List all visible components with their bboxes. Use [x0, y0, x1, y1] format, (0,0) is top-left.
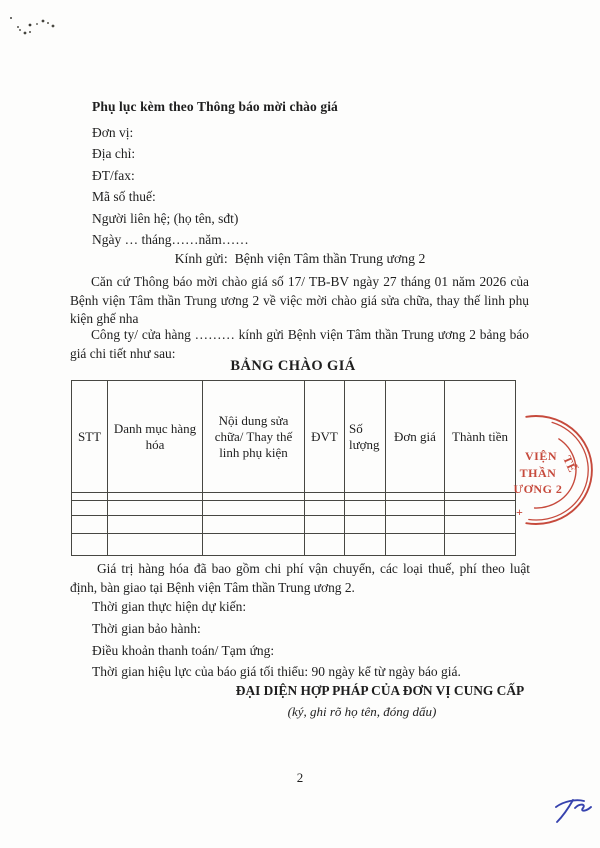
col-don-gia: Đơn giá: [386, 381, 445, 493]
col-so-luong: Số lượng: [345, 381, 386, 493]
stamp-text-line3: ƯƠNG 2: [513, 482, 563, 496]
blue-ink-initial-signature: [548, 793, 596, 829]
recipient-line: Kính gửi: Bệnh viện Tâm thần Trung ương 2: [174, 251, 426, 266]
field-ma-so-thue: Mã số thuế:: [92, 189, 156, 205]
empty-cell: [108, 493, 203, 501]
term-thanh-toan: Điều khoản thanh toán/ Tạm ứng:: [92, 642, 275, 658]
quote-table-title: BẢNG CHÀO GIÁ: [230, 358, 356, 374]
empty-cell: [203, 516, 305, 534]
term-thoi-gian-thuc-hien: Thời gian thực hiện dự kiến:: [92, 599, 247, 614]
empty-cell: [72, 534, 108, 556]
field-dt-fax: ĐT/fax:: [92, 167, 135, 183]
stamp-ring-text: TẾ: [560, 453, 580, 475]
col-noi-dung: Nội dung sửa chữa/ Thay thế linh phụ kiện: [203, 381, 305, 493]
empty-table-row: [72, 534, 516, 556]
empty-table-row: [72, 516, 516, 534]
empty-cell: [203, 501, 305, 516]
empty-cell: [305, 516, 345, 534]
company-paragraph: Công ty/ cửa hàng ……… kính gửi Bệnh viện Tâm thần Trung ương 2 bảng báo giá chi tiết như sau:: [70, 327, 529, 361]
empty-cell: [203, 534, 305, 556]
empty-cell: [108, 516, 203, 534]
appendix-title: Phụ lục kèm theo Thông báo mời chào giá: [92, 99, 338, 114]
empty-cell: [345, 516, 386, 534]
empty-cell: [445, 501, 516, 516]
supplier-info-fields: [92, 122, 249, 250]
empty-cell: [108, 501, 203, 516]
quote-table: [71, 380, 516, 556]
empty-cell: [72, 501, 108, 516]
empty-cell: [72, 516, 108, 534]
col-dvt: ĐVT: [305, 381, 345, 493]
empty-cell: [386, 516, 445, 534]
table-header-row: [72, 381, 516, 493]
empty-cell: [72, 493, 108, 501]
empty-cell: [445, 534, 516, 556]
empty-cell: [386, 501, 445, 516]
field-nguoi-lien-he: Người liên hệ; (họ tên, sđt): [92, 210, 239, 226]
scan-speckles: [10, 17, 12, 19]
empty-cell: [108, 534, 203, 556]
field-ngay-thang-nam: Ngày … tháng……năm……: [92, 232, 249, 248]
empty-cell: [203, 493, 305, 501]
empty-cell: [305, 534, 345, 556]
empty-cell: [345, 534, 386, 556]
signature-block-title: ĐẠI DIỆN HỢP PHÁP CỦA ĐƠN VỊ CUNG CẤP: [235, 683, 525, 698]
term-hieu-luc: Thời gian hiệu lực của báo giá tối thiểu: 90 ngày kể từ ngày báo giá.: [92, 664, 461, 680]
terms-lines: [92, 596, 461, 683]
stamp-text-line1: VIỆN: [524, 449, 558, 463]
col-danh-muc: Danh mục hàng hóa: [108, 381, 203, 493]
empty-table-row: [72, 501, 516, 516]
page-number: 2: [296, 770, 304, 785]
col-thanh-tien: Thành tiền: [445, 381, 516, 493]
field-dia-chi: Địa chỉ:: [92, 146, 136, 162]
field-don-vi: Đơn vị:: [92, 125, 134, 140]
empty-cell: [445, 516, 516, 534]
signature-block-note: (ký, ghi rõ họ tên, đóng dấu): [287, 704, 437, 719]
term-bao-hanh: Thời gian bảo hành:: [92, 620, 201, 636]
stamp-text-line2: THẦN: [519, 466, 557, 480]
empty-cell: [445, 493, 516, 501]
empty-cell: [305, 493, 345, 501]
stamp-plus-mark: +: [516, 505, 524, 519]
signature-stroke: [575, 805, 591, 811]
empty-cell: [386, 493, 445, 501]
empty-table-row: [72, 493, 516, 501]
empty-cell: [305, 501, 345, 516]
value-inclusion-note: Giá trị hàng hóa đã bao gồm chi phí vận chuyển, các loại thuế, phí theo luật định, bàn giao tại Bệnh viện Tâm thần Trung ương 2.: [70, 561, 530, 595]
empty-cell: [386, 534, 445, 556]
basis-paragraph: Căn cứ Thông báo mời chào giá số 17/ TB-BV ngày 27 tháng 01 năm 2026 của Bệnh viện Tâm thần Trung ương 2 về việc mời chào giá sửa chữa, thay thế linh phụ kiện ghế nha: [70, 274, 529, 327]
col-stt: STT: [72, 381, 108, 493]
empty-cell: [345, 493, 386, 501]
empty-cell: [345, 501, 386, 516]
red-hospital-stamp: [506, 402, 600, 537]
